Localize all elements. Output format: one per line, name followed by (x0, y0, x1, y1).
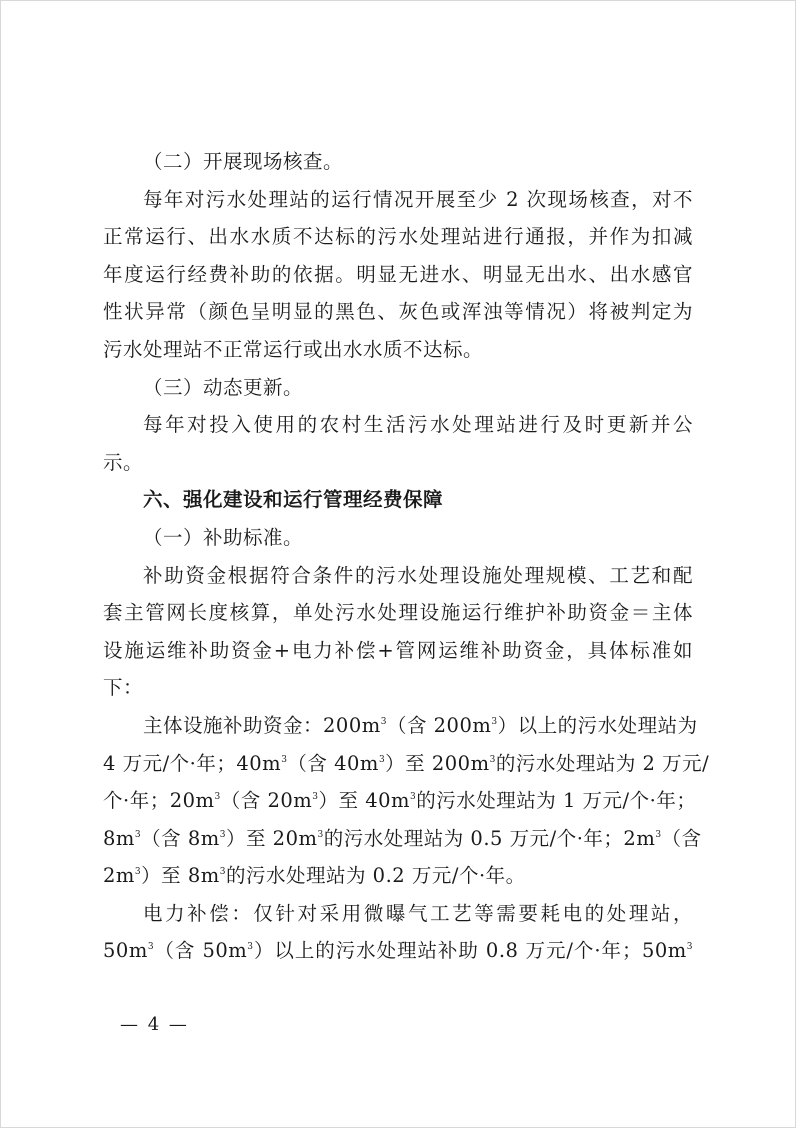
paragraph-line: 设施运维补助资金+电力补偿+管网运维补助资金，具体标准如 (103, 638, 693, 662)
paragraph-line: $2m^3$）至 $8m^3$的污水处理站为 0.2 万元/个·年。 (103, 864, 526, 888)
paragraph-line-power-compensation: 电力补偿：仅针对采用微曝气工艺等需要耗电的处理站， (143, 901, 693, 925)
paragraph-line: 每年对投入使用的农村生活污水处理站进行及时更新并公 (143, 413, 693, 437)
paragraph-line: 污水处理站不正常运行或出水水质不达标。 (103, 337, 484, 361)
paragraph-line: $50m^3$（含 $50m^3$）以上的污水处理站补助 0.8 万元/个·年；$50m^3$ (103, 939, 693, 963)
paragraph-line: $8m^3$（含 $8m^3$）至 $20m^3$的污水处理站为 0.5 万元/个·年；$2m^3$（含 (103, 826, 702, 850)
section-heading-funding: 六、强化建设和运行管理经费保障 (143, 488, 444, 512)
paragraph-line: 4 万元/个·年；$40m^3$（含 $40m^3$）至 $200m^3$的污水处理站为 2 万元/ (103, 751, 710, 775)
paragraph-line: 性状异常（颜色呈明显的黑色、灰色或浑浊等情况）将被判定为 (103, 300, 693, 324)
page-number: — 4 — (120, 1014, 189, 1035)
paragraph-line: 补助资金根据符合条件的污水处理设施处理规模、工艺和配 (143, 563, 693, 587)
document-body (103, 143, 710, 970)
paragraph-line: 个·年；$20m^3$（含 $20m^3$）至 $40m^3$的污水处理站为 1 万元/个·年； (103, 789, 697, 813)
section-title-inspection: （二）开展现场核查。 (143, 150, 344, 173)
paragraph-line-main-facility: 主体设施补助资金：$200m^3$（含 $200m^3$）以上的污水处理站为 (143, 713, 698, 737)
paragraph-line: 套主管网长度核算，单处污水处理设施运行维护补助资金＝主体 (103, 601, 693, 625)
paragraph-line: 年度运行经费补助的依据。明显无进水、明显无出水、出水感官 (103, 262, 693, 286)
paragraph-line: 下： (103, 676, 144, 700)
section-title-dynamic-update: （三）动态更新。 (143, 375, 304, 399)
section-title-subsidy-standard: （一）补助标准。 (143, 525, 304, 549)
paragraph-line: 每年对污水处理站的运行情况开展至少 2 次现场核查，对不 (143, 187, 693, 211)
paragraph-line: 正常运行、出水水质不达标的污水处理站进行通报，并作为扣减 (103, 225, 693, 249)
paragraph-line: 示。 (103, 450, 144, 474)
